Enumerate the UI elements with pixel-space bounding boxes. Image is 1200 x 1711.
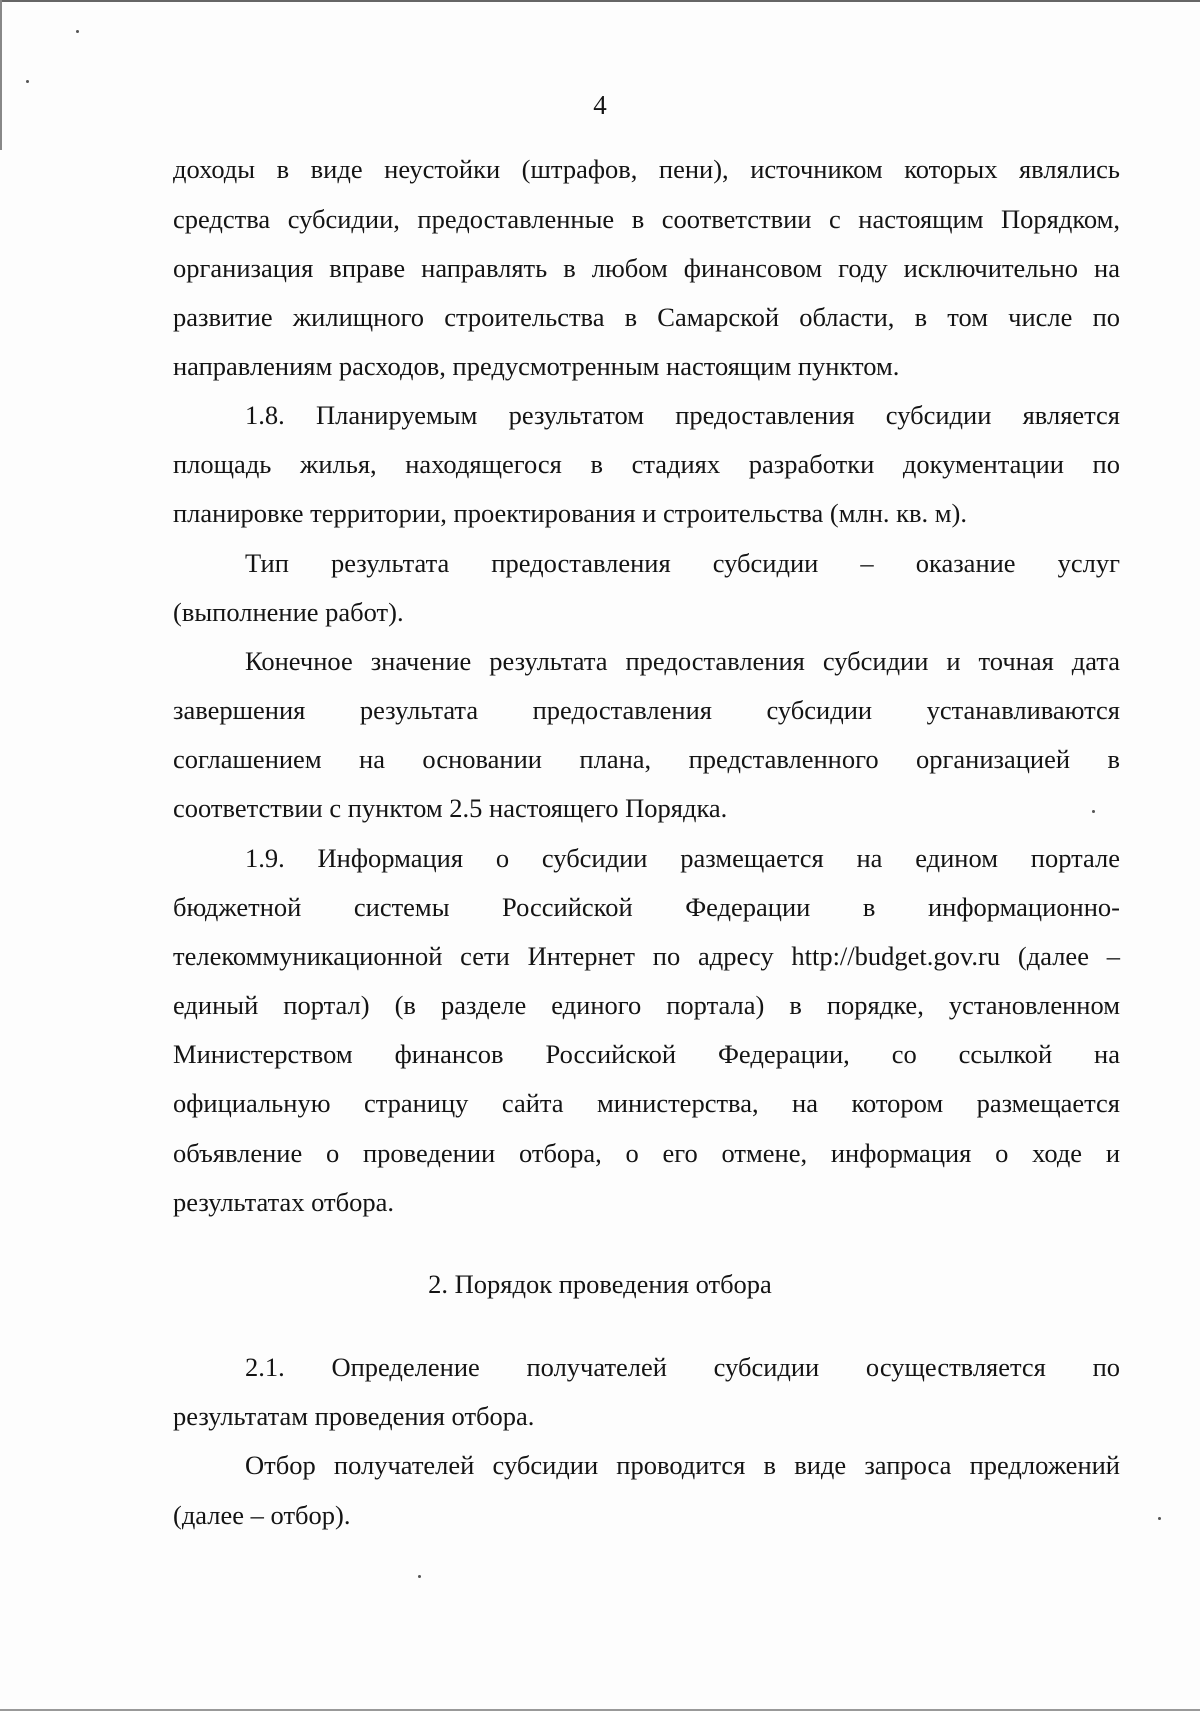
text-line: телекоммуникационной сети Интернет по адресу http://budget.gov.ru (далее – xyxy=(173,941,1120,971)
scan-speck xyxy=(1158,1517,1161,1520)
paragraph-type-first-line: Тип результата предоставления субсидии – оказание услуг xyxy=(245,548,1120,578)
text-line: завершения результата предоставления субсидии устанавливаются xyxy=(173,695,1120,725)
text-line: бюджетной системы Российской Федерации в информационно- xyxy=(173,892,1120,922)
scan-speck xyxy=(418,1575,421,1578)
text-line: развитие жилищного строительства в Самарской области, в том числе по xyxy=(173,302,1120,332)
text-line: направлениям расходов, предусмотренным настоящим пунктом. xyxy=(173,351,900,381)
text-line: (выполнение работ). xyxy=(173,597,404,627)
text-line: доходы в виде неустойки (штрафов, пени), источником которых являлись xyxy=(173,154,1120,184)
scan-speck xyxy=(26,80,29,83)
section-heading: 2. Порядок проведения отбора xyxy=(428,1269,772,1299)
text-line: результатах отбора. xyxy=(173,1187,395,1217)
paragraph-2-1-first-line: 2.1. Определение получателей субсидии осуществляется по xyxy=(245,1352,1120,1382)
text-line: единый портал) (в разделе единого портала) в порядке, установленном xyxy=(173,990,1120,1020)
scan-left-edge xyxy=(0,0,2,150)
text-line: соглашением на основании плана, представленного организацией в xyxy=(173,744,1120,774)
page-number: 4 xyxy=(593,90,607,120)
paragraph-1-9-first-line: 1.9. Информация о субсидии размещается на едином портале xyxy=(245,843,1120,873)
paragraph-selection-first-line: Отбор получателей субсидии проводится в виде запроса предложений xyxy=(245,1450,1120,1480)
paragraph-final-value-first-line: Конечное значение результата предоставления субсидии и точная дата xyxy=(245,646,1120,676)
text-line: организация вправе направлять в любом финансовом году исключительно на xyxy=(173,253,1120,283)
text-line: (далее – отбор). xyxy=(173,1500,351,1530)
text-line: Министерством финансов Российской Федерации, со ссылкой на xyxy=(173,1039,1120,1069)
scan-speck xyxy=(76,30,79,33)
text-line: средства субсидии, предоставленные в соответствии с настоящим Порядком, xyxy=(173,204,1120,234)
text-line: результатам проведения отбора. xyxy=(173,1401,535,1431)
text-line: объявление о проведении отбора, о его отмене, информация о ходе и xyxy=(173,1138,1120,1168)
text-line: планировке территории, проектирования и строительства (млн. кв. м). xyxy=(173,498,967,528)
text-line: площадь жилья, находящегося в стадиях разработки документации по xyxy=(173,449,1120,479)
scan-top-edge xyxy=(0,0,1200,2)
text-line: соответствии с пунктом 2.5 настоящего Порядка. xyxy=(173,793,728,823)
text-line: официальную страницу сайта министерства, на котором размещается xyxy=(173,1088,1120,1118)
paragraph-1-8-first-line: 1.8. Планируемым результатом предоставления субсидии является xyxy=(245,400,1120,430)
